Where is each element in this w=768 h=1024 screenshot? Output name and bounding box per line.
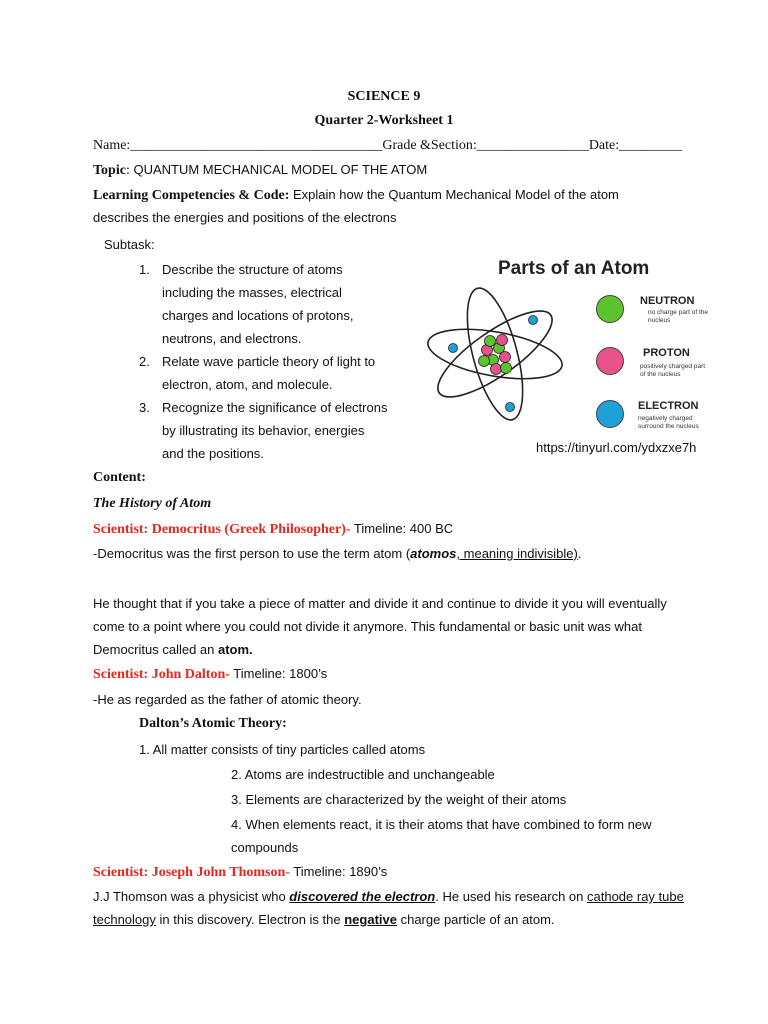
subtask-line: Recognize the significance of electrons: [162, 400, 388, 415]
page-subtitle: Quarter 2-Worksheet 1: [314, 113, 454, 128]
subtask-num: 3.: [139, 400, 150, 415]
competency-line-1: [93, 187, 619, 204]
grade-blank[interactable]: ________________: [476, 138, 589, 153]
subtask-num: 2.: [139, 354, 150, 369]
subtask-line: including the masses, electrical: [162, 285, 342, 300]
text: -Democritus was the first person to use the term atom (: [93, 546, 411, 561]
term-negative: negative: [344, 912, 397, 927]
name-blank[interactable]: ____________________________________: [130, 138, 383, 153]
atom-figure: [400, 252, 750, 442]
democritus-heading: [93, 521, 453, 538]
timeline: Timeline: 1890’s: [289, 864, 388, 879]
grade-label: Grade &Section:: [382, 138, 477, 153]
atom-diagram-icon: [420, 272, 620, 452]
term-atomos: atomos: [410, 546, 457, 561]
subtask-line: charges and locations of protons,: [162, 308, 354, 323]
dalton-heading: [93, 666, 327, 683]
scientist-name: Scientist: Democritus (Greek Philosopher)-: [93, 522, 351, 537]
competency-label: Learning Competencies & Code:: [93, 188, 290, 203]
figure-source-link[interactable]: https://tinyurl.com/ydxzxe7h: [536, 440, 697, 455]
legend-desc: negatively charged surround the nucleus: [638, 415, 699, 430]
text: J.J Thomson was a physicist who: [93, 889, 290, 904]
scientist-name: Scientist: Joseph John Thomson-: [93, 865, 290, 880]
underlined-text: , meaning indivisible): [456, 546, 578, 561]
topic-text: QUANTUM MECHANICAL MODEL OF THE ATOM: [129, 162, 428, 177]
proton-swatch-icon: [596, 347, 624, 375]
dalton-line: -He as regarded as the father of atomic theory.: [93, 692, 362, 707]
legend-label: ELECTRON: [638, 400, 699, 412]
topic-label: Topic: [93, 163, 126, 178]
topic-colon: :: [125, 163, 130, 178]
competency-text-1: Explain how the Quantum Mechanical Model of the atom: [289, 187, 619, 202]
date-blank[interactable]: _________: [619, 138, 683, 153]
legend-label: PROTON: [643, 347, 690, 359]
name-date-line: [93, 138, 682, 154]
history-title: The History of Atom: [93, 496, 212, 511]
subtask-line: Relate wave particle theory of light to: [162, 354, 376, 369]
underlined-text: cathode ray tube: [587, 889, 684, 904]
emphasis-text: discovered the electron: [289, 889, 436, 904]
thomson-line: [93, 889, 684, 904]
subtask-line: by illustrating its behavior, energies: [162, 423, 365, 438]
dalton-point-cont: compounds: [231, 840, 299, 855]
timeline: Timeline: 1800’s: [229, 666, 328, 681]
subtask-num: 1.: [139, 262, 150, 277]
thomson-line: [93, 912, 555, 927]
dalton-point: 3. Elements are characterized by the weight of their atoms: [231, 792, 567, 807]
date-label: Date:: [588, 138, 620, 153]
neutron-swatch-icon: [596, 295, 624, 323]
text: Democritus called an: [93, 642, 218, 657]
subtask-label: Subtask:: [104, 237, 155, 252]
thomson-heading: [93, 864, 387, 881]
topic-line: [93, 162, 427, 179]
timeline: Timeline: 400 BC: [350, 521, 454, 536]
page-title: SCIENCE 9: [347, 89, 421, 104]
legend-label: NEUTRON: [640, 295, 695, 307]
scientist-name: Scientist: John Dalton-: [93, 667, 230, 682]
legend-desc: positively charged part of the nucleus: [640, 363, 706, 378]
democritus-para-line: come to a point where you could not divide it anymore. This fundamental or basic unit was what: [93, 619, 642, 634]
democritus-line: [93, 546, 581, 561]
term-atom: atom.: [218, 642, 253, 657]
competency-line-2: describes the energies and positions of the electrons: [93, 210, 397, 225]
dalton-point: 4. When elements react, it is their atoms that have combined to form new: [231, 817, 652, 832]
text: charge particle of an atom.: [396, 912, 555, 927]
dalton-point: 1. All matter consists of tiny particles called atoms: [139, 742, 426, 757]
subtask-line: and the positions.: [162, 446, 264, 461]
figure-title: Parts of an Atom: [498, 258, 650, 279]
subtask-line: neutrons, and electrons.: [162, 331, 302, 346]
text: in this discovery. Electron is the: [155, 912, 345, 927]
content-label: Content:: [93, 470, 146, 485]
underlined-text: technology: [93, 912, 156, 927]
democritus-para-line: [93, 642, 253, 657]
dalton-point: 2. Atoms are indestructible and unchangeable: [231, 767, 495, 782]
subtask-line: electron, atom, and molecule.: [162, 377, 333, 392]
democritus-para-line: He thought that if you take a piece of matter and divide it and continue to divide it you will eventually: [93, 596, 667, 611]
text: . He used his research on: [435, 889, 587, 904]
text: .: [577, 546, 582, 561]
dalton-theory-title: Dalton’s Atomic Theory:: [139, 716, 287, 731]
subtask-line: Describe the structure of atoms: [162, 262, 343, 277]
name-label: Name:: [93, 138, 131, 153]
legend-desc: no charge part of the nucleus: [648, 309, 708, 324]
electron-swatch-icon: [596, 400, 624, 428]
